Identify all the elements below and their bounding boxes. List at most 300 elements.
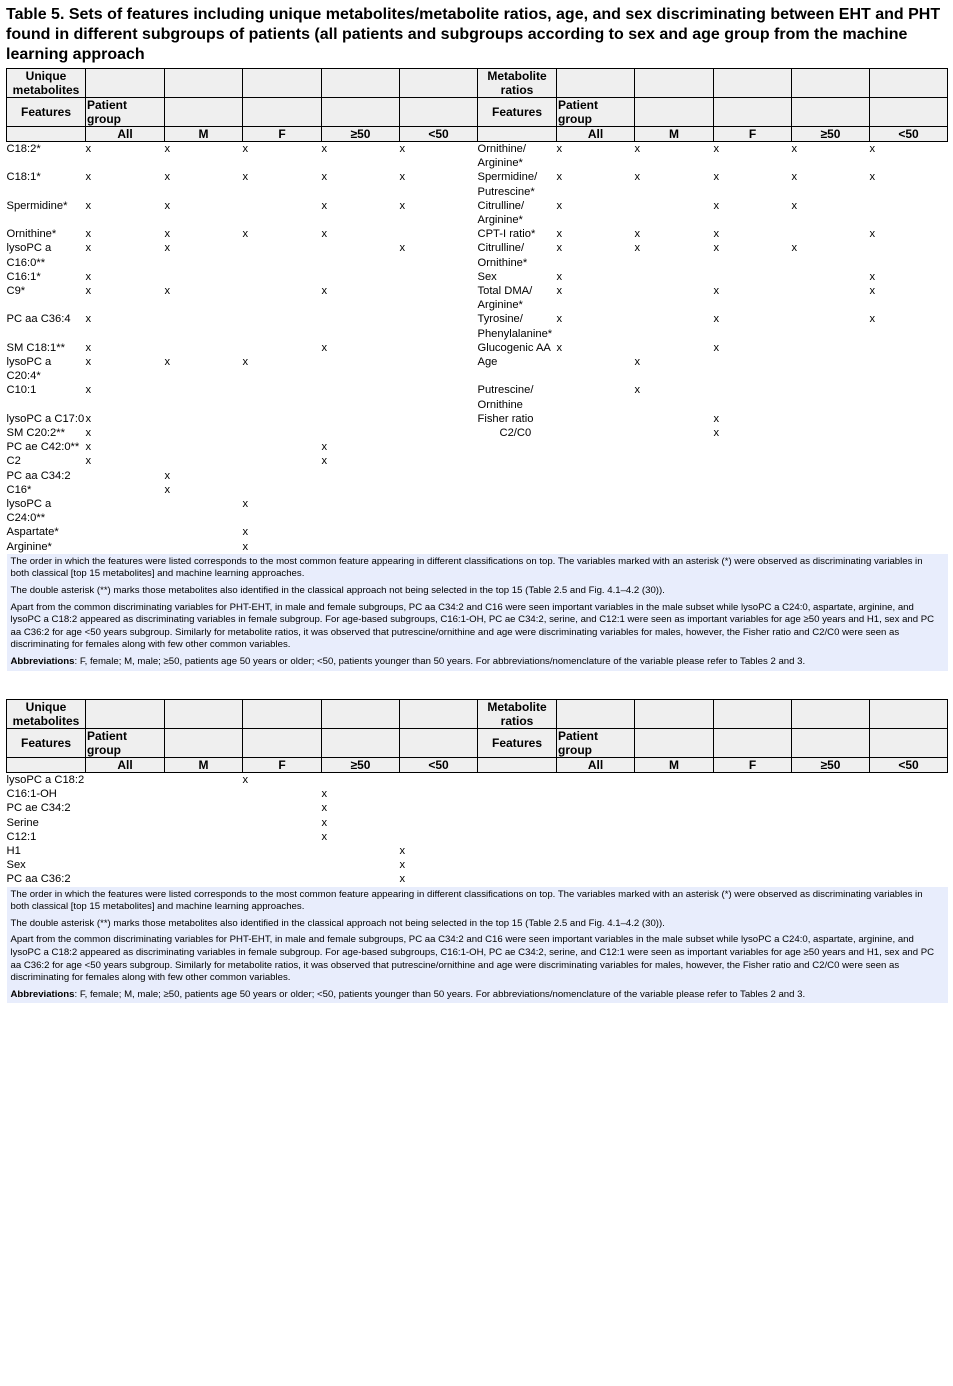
- mark-cell: [400, 312, 478, 340]
- col-under-50: <50: [400, 758, 478, 773]
- table-body: [7, 773, 948, 887]
- mark-cell: x: [869, 285, 876, 298]
- mark-cell: [714, 540, 792, 554]
- col-under-50: <50: [400, 127, 478, 142]
- mark-cell: [557, 872, 635, 886]
- mark-cell: [557, 497, 635, 525]
- table-row: [7, 454, 948, 468]
- mark-cell: [635, 312, 714, 340]
- mark-cell: [557, 830, 635, 844]
- mark-cell: [635, 816, 714, 830]
- mark-cell: [400, 355, 478, 383]
- table-row: [7, 540, 948, 554]
- mark-cell: [792, 469, 870, 483]
- mark-cell: [792, 284, 870, 312]
- mark-cell: x: [791, 143, 798, 155]
- mark-cell: [165, 312, 243, 340]
- mark-cell: x: [85, 199, 92, 212]
- mark-cell: x: [164, 356, 171, 369]
- feature-name: C12:1: [6, 830, 37, 843]
- mark-cell: x: [869, 270, 876, 283]
- ratio-name: Putrescine/ Ornithine: [477, 384, 534, 411]
- mark-cell: [165, 383, 243, 411]
- mark-cell: x: [85, 427, 92, 440]
- mark-cell: [635, 454, 714, 468]
- mark-cell: [792, 844, 870, 858]
- table-row: [7, 469, 948, 483]
- table-row: [7, 170, 948, 198]
- mark-cell: [714, 355, 792, 383]
- ratio-name: [478, 440, 557, 454]
- mark-cell: [400, 383, 478, 411]
- feature-name: H1: [6, 845, 21, 858]
- mark-cell: x: [242, 498, 249, 511]
- mark-cell: [870, 858, 948, 872]
- table-row: [7, 426, 948, 440]
- patient-group-heading: Patient group: [86, 729, 165, 758]
- table-row: [7, 284, 948, 312]
- mark-cell: [870, 383, 948, 411]
- mark-cell: [714, 497, 792, 525]
- mark-cell: [243, 816, 322, 830]
- ratio-name: Citrulline/ Ornithine*: [477, 242, 528, 269]
- mark-cell: x: [399, 143, 406, 155]
- mark-cell: x: [556, 285, 563, 298]
- mark-cell: [635, 844, 714, 858]
- mark-cell: x: [242, 356, 249, 369]
- mark-cell: [557, 844, 635, 858]
- mark-cell: [243, 426, 322, 440]
- mark-cell: x: [791, 242, 798, 255]
- mark-cell: [792, 440, 870, 454]
- mark-cell: x: [321, 228, 328, 241]
- mark-cell: [400, 773, 478, 788]
- mark-cell: [635, 199, 714, 227]
- mark-cell: [792, 525, 870, 539]
- mark-cell: [792, 454, 870, 468]
- mark-cell: [557, 858, 635, 872]
- col-f: F: [714, 758, 792, 773]
- table-row: [7, 270, 948, 284]
- ratio-name: Citrulline/ Arginine*: [477, 199, 525, 227]
- ratio-name: Age: [477, 356, 498, 369]
- mark-cell: x: [399, 199, 406, 212]
- mark-cell: [243, 241, 322, 269]
- ratio-name: Fisher ratio: [477, 412, 534, 425]
- mark-cell: [714, 454, 792, 468]
- mark-cell: x: [869, 228, 876, 241]
- col-50-plus: ≥50: [322, 127, 400, 142]
- table-row: [7, 525, 948, 539]
- mark-cell: [870, 525, 948, 539]
- ratio-name: Glucogenic AA: [477, 341, 551, 354]
- col-all: All: [86, 127, 165, 142]
- feature-name: C16:1-OH: [6, 788, 57, 801]
- mark-cell: x: [556, 341, 563, 354]
- mark-cell: [165, 773, 243, 788]
- abbreviations-label: Abbreviations: [10, 988, 75, 1000]
- mark-cell: [400, 816, 478, 830]
- mark-cell: [870, 830, 948, 844]
- mark-cell: [635, 341, 714, 355]
- feature-name: Ornithine*: [6, 228, 57, 241]
- mark-cell: [165, 497, 243, 525]
- mark-cell: [322, 872, 400, 886]
- mark-cell: [792, 801, 870, 815]
- mark-cell: [714, 816, 792, 830]
- mark-cell: [86, 830, 165, 844]
- features-table-part-1: [6, 68, 948, 671]
- mark-cell: x: [164, 143, 171, 155]
- table-body: [7, 142, 948, 554]
- mark-cell: [870, 497, 948, 525]
- table-row: [7, 227, 948, 241]
- mark-cell: x: [85, 441, 92, 454]
- feature-name: C9*: [6, 285, 26, 298]
- mark-cell: [870, 773, 948, 788]
- table-row: [7, 801, 948, 815]
- feature-name: Spermidine*: [6, 199, 68, 212]
- table-row: [7, 858, 948, 872]
- mark-cell: [792, 383, 870, 411]
- table-row: [7, 872, 948, 886]
- mark-cell: [635, 412, 714, 426]
- table-header: [7, 700, 948, 773]
- mark-cell: [870, 440, 948, 454]
- table-row: [7, 142, 948, 171]
- mark-cell: [243, 872, 322, 886]
- feature-name: Sex: [6, 859, 26, 872]
- feature-name: PC ae C34:2: [6, 802, 71, 815]
- mark-cell: x: [399, 845, 406, 858]
- table-row: [7, 383, 948, 411]
- mark-cell: [870, 469, 948, 483]
- mark-cell: [792, 270, 870, 284]
- mark-cell: x: [713, 171, 720, 184]
- mark-cell: [86, 497, 165, 525]
- col-f: F: [714, 127, 792, 142]
- col-all: All: [86, 758, 165, 773]
- mark-cell: [322, 483, 400, 497]
- note-double-asterisk: The double asterisk (**) marks those metabolites also identified in the classical approach not being selected in the top 15 (Table 2.5 and Fig. 4.1–4.2 (30)).: [7, 583, 948, 600]
- mark-cell: [792, 227, 870, 241]
- mark-cell: [243, 270, 322, 284]
- mark-cell: x: [242, 143, 249, 155]
- table-row: [7, 773, 948, 788]
- mark-cell: x: [321, 441, 328, 454]
- mark-cell: [322, 355, 400, 383]
- mark-cell: [165, 412, 243, 426]
- mark-cell: [714, 801, 792, 815]
- note-summary: Apart from the common discriminating variables for PHT-EHT, in male and female subgroups, PC aa C34:2 and C16 were seen important variables in the male subset while lysoPC a C24:0, aspartate, arginine, and lysoPC a C18:2 appeared as discriminating variables in female subgroup. For age-based subgroups, C16:1-OH, PC ae C34:2, serine, and C12:1 were seen as important variables for age ≥50 years and H1, sex and PC aa C36:2 for age <50 years subgroup. Similarly for metabolite ratios, it was observed that putrescine/ornithine and age were discriminating variables for males, however, the Fisher ratio and C2/C0 were seen as discriminating for females along with few other common variables.: [7, 932, 948, 986]
- features-heading: Features: [7, 98, 86, 127]
- mark-cell: [243, 440, 322, 454]
- mark-cell: [792, 355, 870, 383]
- mark-cell: [635, 872, 714, 886]
- mark-cell: x: [556, 171, 563, 184]
- ratio-name: [478, 497, 557, 525]
- mark-cell: [86, 483, 165, 497]
- mark-cell: [792, 540, 870, 554]
- mark-cell: [714, 858, 792, 872]
- mark-cell: x: [321, 788, 328, 801]
- mark-cell: x: [713, 341, 720, 354]
- mark-cell: [400, 483, 478, 497]
- unique-metabolites-heading: Unique metabolites: [7, 700, 86, 729]
- mark-cell: [635, 830, 714, 844]
- mark-cell: [870, 426, 948, 440]
- mark-cell: [557, 787, 635, 801]
- mark-cell: [792, 773, 870, 788]
- mark-cell: [86, 844, 165, 858]
- mark-cell: [322, 858, 400, 872]
- mark-cell: [400, 497, 478, 525]
- mark-cell: x: [321, 143, 328, 155]
- mark-cell: [400, 270, 478, 284]
- feature-name: PC aa C36:2: [6, 873, 71, 886]
- mark-cell: [243, 469, 322, 483]
- table-notes: [7, 554, 948, 671]
- mark-cell: x: [242, 526, 249, 539]
- mark-cell: [243, 844, 322, 858]
- mark-cell: x: [85, 228, 92, 241]
- mark-cell: x: [556, 313, 563, 326]
- mark-cell: [792, 341, 870, 355]
- mark-cell: x: [399, 171, 406, 184]
- mark-cell: x: [713, 143, 720, 155]
- table-row: [7, 440, 948, 454]
- col-all: All: [557, 758, 635, 773]
- mark-cell: [635, 773, 714, 788]
- features-heading: Features: [478, 98, 557, 127]
- col-50-plus: ≥50: [792, 758, 870, 773]
- mark-cell: x: [713, 313, 720, 326]
- mark-cell: [714, 872, 792, 886]
- mark-cell: [870, 801, 948, 815]
- mark-cell: [557, 773, 635, 788]
- mark-cell: [322, 773, 400, 788]
- mark-cell: [165, 816, 243, 830]
- mark-cell: [557, 440, 635, 454]
- mark-cell: [400, 830, 478, 844]
- feature-name: Aspartate*: [6, 526, 59, 539]
- mark-cell: x: [85, 412, 92, 425]
- table-row: [7, 355, 948, 383]
- mark-cell: x: [321, 199, 328, 212]
- mark-cell: [557, 412, 635, 426]
- mark-cell: [165, 341, 243, 355]
- col-m: M: [165, 758, 243, 773]
- mark-cell: x: [321, 341, 328, 354]
- mark-cell: x: [321, 830, 328, 843]
- feature-name: PC aa C34:2: [6, 469, 71, 482]
- feature-name: lysoPC a C18:2: [6, 774, 85, 786]
- mark-cell: [557, 525, 635, 539]
- mark-cell: [165, 440, 243, 454]
- feature-name: C16*: [6, 483, 32, 496]
- mark-cell: [86, 773, 165, 788]
- table-row: [7, 341, 948, 355]
- table-row: [7, 199, 948, 227]
- col-f: F: [243, 127, 322, 142]
- mark-cell: [243, 787, 322, 801]
- mark-cell: [714, 844, 792, 858]
- mark-cell: x: [713, 412, 720, 425]
- mark-cell: [86, 469, 165, 483]
- mark-cell: x: [634, 242, 641, 255]
- mark-cell: x: [791, 199, 798, 212]
- mark-cell: [557, 469, 635, 483]
- mark-cell: [870, 787, 948, 801]
- mark-cell: [322, 270, 400, 284]
- mark-cell: x: [713, 285, 720, 298]
- mark-cell: x: [164, 469, 171, 482]
- mark-cell: [165, 525, 243, 539]
- feature-name: C2: [6, 455, 21, 468]
- mark-cell: [400, 469, 478, 483]
- mark-cell: [870, 844, 948, 858]
- mark-cell: x: [321, 285, 328, 298]
- mark-cell: [635, 440, 714, 454]
- mark-cell: [165, 270, 243, 284]
- mark-cell: [635, 270, 714, 284]
- mark-cell: x: [634, 143, 641, 155]
- mark-cell: x: [634, 356, 641, 369]
- mark-cell: [400, 454, 478, 468]
- table-notes: [7, 887, 948, 1004]
- feature-name: lysoPC a C24:0**: [6, 498, 52, 525]
- mark-cell: [322, 412, 400, 426]
- mark-cell: [86, 525, 165, 539]
- mark-cell: [243, 483, 322, 497]
- mark-cell: x: [556, 143, 563, 155]
- ratio-name: [478, 454, 557, 468]
- col-m: M: [635, 127, 714, 142]
- mark-cell: x: [869, 171, 876, 184]
- mark-cell: [870, 412, 948, 426]
- features-heading: Features: [7, 729, 86, 758]
- mark-cell: [792, 858, 870, 872]
- mark-cell: x: [791, 171, 798, 184]
- mark-cell: x: [399, 873, 406, 886]
- mark-cell: [714, 830, 792, 844]
- mark-cell: x: [321, 816, 328, 829]
- mark-cell: [870, 199, 948, 227]
- mark-cell: [86, 858, 165, 872]
- feature-name: PC ae C42:0**: [6, 441, 80, 454]
- mark-cell: x: [634, 228, 641, 241]
- table-row: [7, 787, 948, 801]
- mark-cell: [792, 816, 870, 830]
- abbreviations-text: : F, female; M, male; ≥50, patients age 50 years or older; <50, patients younger than 50 years. For abbreviations/nomenclature of the variable please refer to Tables 2 and 3.: [74, 656, 806, 668]
- ratio-name: Spermidine/ Putrescine*: [477, 171, 538, 198]
- mark-cell: [86, 540, 165, 554]
- mark-cell: [792, 497, 870, 525]
- unique-metabolites-heading: Unique metabolites: [7, 69, 86, 98]
- mark-cell: [165, 858, 243, 872]
- mark-cell: [714, 525, 792, 539]
- abbreviations-text: : F, female; M, male; ≥50, patients age 50 years or older; <50, patients younger than 50 years. For abbreviations/nomenclature of the variable please refer to Tables 2 and 3.: [74, 988, 806, 1000]
- mark-cell: [714, 440, 792, 454]
- mark-cell: [400, 284, 478, 312]
- mark-cell: x: [242, 228, 249, 241]
- mark-cell: [792, 412, 870, 426]
- note-asterisk: The order in which the features were listed corresponds to the most common feature appearing in different classifications on top. The variables marked with an asterisk (*) were observed as discriminating variables in both classical [top 15 metabolites] and machine learning approaches.: [7, 887, 948, 916]
- col-m: M: [165, 127, 243, 142]
- mark-cell: x: [164, 242, 171, 255]
- mark-cell: [635, 525, 714, 539]
- mark-cell: [557, 355, 635, 383]
- mark-cell: x: [164, 285, 171, 298]
- mark-cell: [400, 540, 478, 554]
- mark-cell: [400, 801, 478, 815]
- mark-cell: x: [399, 859, 406, 872]
- mark-cell: x: [242, 540, 249, 553]
- mark-cell: [714, 270, 792, 284]
- metabolite-ratios-heading: Metabolite ratios: [478, 69, 557, 98]
- patient-group-heading: Patient group: [557, 98, 635, 127]
- feature-name: C18:1*: [6, 171, 41, 184]
- mark-cell: [86, 801, 165, 815]
- mark-cell: [870, 483, 948, 497]
- mark-cell: [322, 525, 400, 539]
- mark-cell: [243, 858, 322, 872]
- features-table-part-2: [6, 699, 948, 1003]
- mark-cell: [635, 497, 714, 525]
- mark-cell: [870, 355, 948, 383]
- table-header: [7, 69, 948, 142]
- mark-cell: [400, 440, 478, 454]
- mark-cell: x: [556, 242, 563, 255]
- mark-cell: x: [321, 802, 328, 815]
- mark-cell: [86, 872, 165, 886]
- mark-cell: x: [85, 242, 92, 255]
- mark-cell: x: [85, 270, 92, 283]
- mark-cell: x: [634, 384, 641, 397]
- mark-cell: [243, 830, 322, 844]
- table-row: [7, 830, 948, 844]
- mark-cell: x: [869, 143, 876, 155]
- mark-cell: [243, 383, 322, 411]
- mark-cell: x: [869, 313, 876, 326]
- mark-cell: [635, 858, 714, 872]
- ratio-name: [478, 787, 557, 801]
- feature-name: C16:1*: [6, 270, 41, 283]
- metabolite-ratios-heading: Metabolite ratios: [478, 700, 557, 729]
- mark-cell: [870, 241, 948, 269]
- mark-cell: x: [85, 384, 92, 397]
- mark-cell: [557, 383, 635, 411]
- mark-cell: x: [164, 199, 171, 212]
- mark-cell: [714, 483, 792, 497]
- mark-cell: [792, 312, 870, 340]
- mark-cell: x: [713, 199, 720, 212]
- mark-cell: x: [713, 427, 720, 440]
- mark-cell: [243, 454, 322, 468]
- mark-cell: [165, 844, 243, 858]
- feature-name: C18:2*: [6, 143, 41, 155]
- mark-cell: [557, 454, 635, 468]
- ratio-name: [478, 872, 557, 886]
- col-m: M: [635, 758, 714, 773]
- col-all: All: [557, 127, 635, 142]
- mark-cell: x: [164, 171, 171, 184]
- feature-name: C10:1: [6, 384, 37, 397]
- mark-cell: x: [242, 774, 249, 786]
- col-under-50: <50: [870, 127, 948, 142]
- abbreviations-label: Abbreviations: [10, 656, 75, 668]
- ratio-name: [478, 801, 557, 815]
